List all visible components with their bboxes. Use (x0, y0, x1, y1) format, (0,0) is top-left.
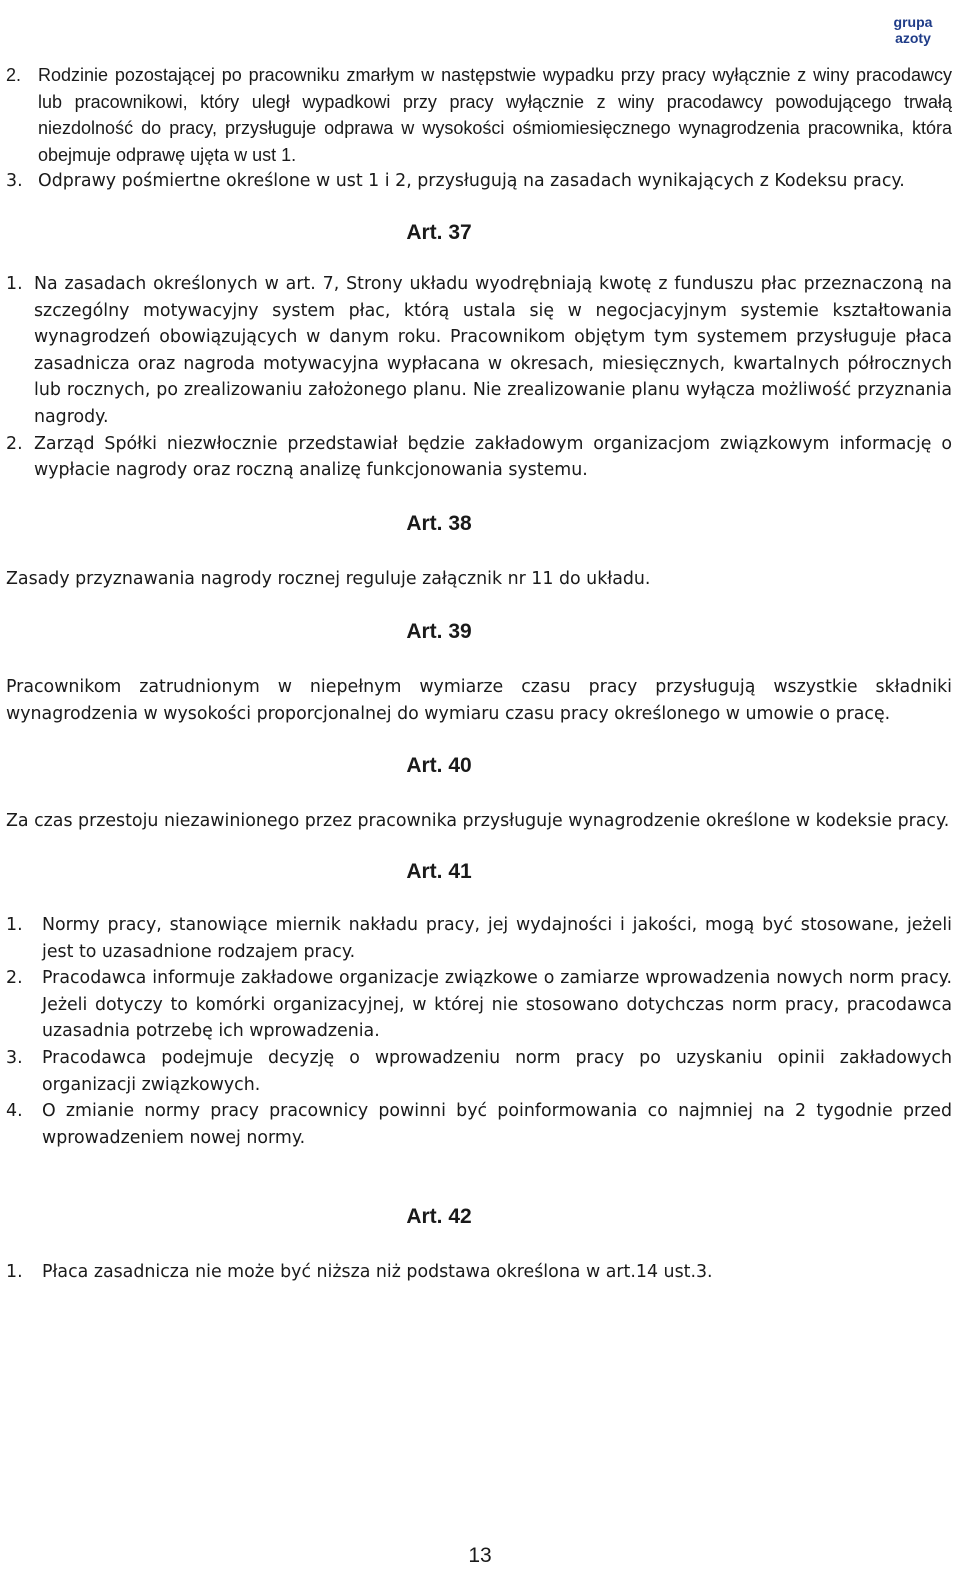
page-number: 13 (468, 1544, 492, 1567)
article-heading-38: Art. 38 (406, 511, 472, 535)
article-heading-37: Art. 37 (406, 220, 472, 244)
document-body (6, 62, 952, 1286)
grupa-azoty-logo (880, 14, 946, 46)
article-40-text: Za czas przestoju niezawinionego przez pracownika przysługuje wynagrodzenie określone w kodeksie pracy. (6, 810, 950, 831)
article-heading-39: Art. 39 (406, 620, 472, 644)
list-item: 1. Normy pracy, stanowiące miernik nakładu pracy, jej wydajności i jakości, mogą być stosowane, jeżeli jest to uzasadnione rodzajem pracy. (6, 912, 952, 965)
article-heading-42: Art. 42 (406, 1205, 472, 1229)
list-item-text: Odprawy pośmiertne określone w ust 1 i 2, przysługują na zasadach wynikających z Kodeksu pracy. (38, 171, 905, 192)
list-item-text: Rodzinie pozostającej po pracowniku zmarłym w następstwie wypadku przy pracy wyłącznie z winy pracodawcy lub pracownikowi, który uległ wypadkowi przy pracy wyłącznie z winy pracodawcy powodującego trwałą niezdolność do pracy, przysługuje odprawa w wysokości ośmiomiesięcznego wynagrodzenia pracownika, która obejmuje odprawę ujęta w ust 1. (38, 65, 952, 165)
article-39-text: Pracownikom zatrudnionym w niepełnym wymiarze czasu pracy przysługują wszystkie składniki wynagrodzenia w wysokości proporcjonalnej do wymiaru czasu pracy określonego w umowie o pracę. (6, 677, 952, 724)
article-heading-41: Art. 41 (406, 860, 472, 884)
list-item-text: O zmianie normy pracy pracownicy powinni być poinformowania co najmniej na 2 tygodnie przed wprowadzeniem nowej normy. (42, 1101, 952, 1148)
logo-text-line2: azoty (895, 30, 931, 46)
list-item: 1. Płaca zasadnicza nie może być niższa niż podstawa określona w art.14 ust.3. (6, 1259, 952, 1286)
section-continuation (6, 62, 952, 195)
list-item-text: Na zasadach określonych w art. 7, Strony układu wyodrębniają kwotę z funduszu płac przeznaczoną na szczególny motywacyjny system płac, którą ustala się w negocjacyjnym systemie kształtowania wynagrodzeń obowiązujących w danym roku. Pracownikom objętym tym systemem przysługuje płaca zasadnicza oraz nagroda motywacyjna wypłacana w okresach, miesięcznych, kwartalnych półrocznych lub rocznych, po zrealizowaniu założonego planu. Nie zrealizowanie planu wyłącza możliwość przyznania nagrody. (34, 273, 952, 427)
article-42-body (6, 1259, 952, 1286)
article-heading-40: Art. 40 (406, 753, 472, 777)
list-item: 3. Pracodawca podejmuje decyzję o wprowadzeniu norm pracy po uzyskaniu opinii zakładowych organizacji związkowych. (6, 1045, 952, 1098)
list-item-text: Zarząd Spółki niezwłocznie przedstawiał będzie zakładowym organizacjom związkowym informację o wypłacie nagrody oraz roczną analizę funkcjonowania systemu. (34, 433, 952, 481)
list-item-text: Płaca zasadnicza nie może być niższa niż podstawa określona w art.14 ust.3. (42, 1262, 713, 1283)
list-item-text: Pracodawca podejmuje decyzję o wprowadzeniu norm pracy po uzyskaniu opinii zakładowych organizacji związkowych. (42, 1048, 952, 1095)
list-item: 4. O zmianie normy pracy pracownicy powinni być poinformowania co najmniej na 2 tygodnie przed wprowadzeniem nowej normy. (6, 1098, 952, 1151)
list-item: 1. Na zasadach określonych w art. 7, Strony układu wyodrębniają kwotę z funduszu płac przeznaczoną na szczególny motywacyjny system płac, którą ustala się w negocjacyjnym systemie kształtowania wynagrodzeń obowiązujących w danym roku. Pracownikom objętym tym systemem przysługuje płaca zasadnicza oraz nagroda motywacyjna wypłacana w okresach, miesięcznych, kwartalnych półrocznych lub rocznych, po zrealizowaniu założonego planu. Nie zrealizowanie planu wyłącza możliwość przyznania nagrody. (6, 271, 952, 431)
list-item: 2. Zarząd Spółki niezwłocznie przedstawiał będzie zakładowym organizacjom związkowym informację o wypłacie nagrody oraz roczną analizę funkcjonowania systemu. (6, 431, 952, 484)
list-item-text: Normy pracy, stanowiące miernik nakładu pracy, jej wydajności i jakości, mogą być stosowane, jeżeli jest to uzasadnione rodzajem pracy. (42, 915, 952, 962)
list-item: 2. Rodzinie pozostającej po pracowniku zmarłym w następstwie wypadku przy pracy wyłącznie z winy pracodawcy lub pracownikowi, który uległ wypadkowi przy pracy wyłącznie z winy pracodawcy powodującego trwałą niezdolność do pracy, przysługuje odprawa w wysokości ośmiomiesięcznego wynagrodzenia pracownika, która obejmuje odprawę ujęta w ust 1. (6, 62, 952, 168)
list-item-text: Pracodawca informuje zakładowe organizacje związkowe o zamiarze wprowadzenia nowych norm pracy. Jeżeli dotyczy to komórki organizacyjnej, w której nie stosowano dotychczas norm pracy, pracodawca uzasadnia potrzebę ich wprowadzenia. (42, 968, 952, 1042)
article-37-body (6, 271, 952, 484)
article-38-text: Zasady przyznawania nagrody rocznej reguluje załącznik nr 11 do układu. (6, 568, 651, 589)
article-41-body (6, 912, 952, 1151)
list-item: 3. Odprawy pośmiertne określone w ust 1 i 2, przysługują na zasadach wynikających z Kodeksu pracy. (6, 168, 952, 195)
logo-text-line1: grupa (893, 14, 933, 30)
list-item: 2. Pracodawca informuje zakładowe organizacje związkowe o zamiarze wprowadzenia nowych norm pracy. Jeżeli dotyczy to komórki organizacyjnej, w której nie stosowano dotychczas norm pracy, pracodawca uzasadnia potrzebę ich wprowadzenia. (6, 965, 952, 1045)
